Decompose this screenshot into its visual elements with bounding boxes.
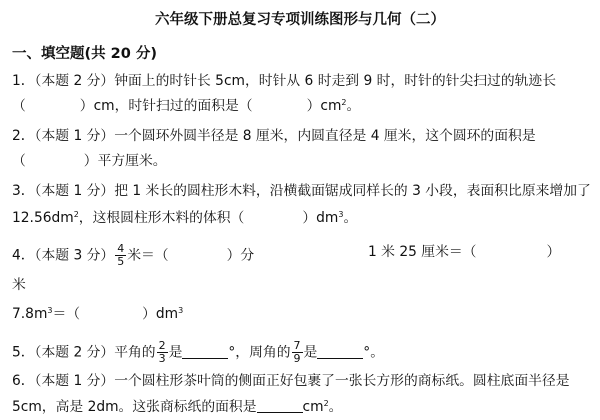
- question-4-text-c: 1 米 25 厘米＝（: [368, 244, 477, 260]
- fraction-7-9: [292, 340, 303, 365]
- worksheet-title: 六年级下册总复习专项训练图形与几何（二）: [155, 12, 445, 28]
- question-2-text-2: ）平方厘米。: [83, 153, 167, 169]
- question-5-text-c: 是: [303, 344, 318, 361]
- question-3-text: 3．（本题 1 分）把 1 米长的圆柱形木料，沿横截面锯成同样长的 3 小段，表面积比原来增加了: [12, 183, 591, 199]
- answer-blank-5a[interactable]: [182, 344, 228, 359]
- question-4-text-b: ）分: [226, 247, 255, 264]
- superscript: 2: [323, 399, 329, 408]
- superscript: 3: [47, 306, 53, 315]
- answer-blank-5b[interactable]: [317, 344, 363, 359]
- superscript: 2: [73, 210, 79, 219]
- question-4-part-2: [368, 243, 560, 261]
- fraction-denominator: 3: [158, 352, 166, 365]
- question-1-line-2: [12, 97, 360, 115]
- fraction-numerator: 7: [293, 339, 301, 352]
- paren-close: ）: [546, 244, 561, 260]
- question-4-text-a: 米＝（: [127, 247, 169, 264]
- superscript: 2: [341, 98, 347, 107]
- fraction-4-5: [115, 243, 126, 268]
- period: 。: [328, 399, 343, 415]
- equals-paren: ＝（: [52, 306, 81, 322]
- unit-cm: cm: [302, 399, 324, 415]
- question-2-text: 2．（本题 1 分）一个圆环外圆半径是 8 厘米，内圆直径是 4 厘米，这个圆环的面积是: [12, 128, 536, 144]
- question-6-line-1: [12, 372, 570, 390]
- fraction-2-3: [157, 340, 168, 365]
- fraction-denominator: 9: [293, 352, 301, 365]
- question-3-line-1: [12, 182, 591, 200]
- question-4-prefix: 4．（本题 3 分）: [12, 247, 115, 264]
- paren-open: （: [12, 153, 26, 169]
- fraction-numerator: 4: [117, 242, 125, 255]
- question-6-line-2: [12, 398, 342, 416]
- question-2-line-2: [12, 152, 167, 170]
- superscript: 3: [338, 210, 344, 219]
- value-12-56: 12.56dm: [12, 210, 74, 226]
- value-7-8: 7.8m: [12, 306, 48, 322]
- period: 。: [346, 98, 361, 114]
- question-1-line-1: [12, 72, 556, 90]
- question-5-line: [12, 340, 384, 365]
- question-5-text-a: 是: [168, 344, 183, 361]
- question-2-line-1: [12, 127, 536, 145]
- fraction-numerator: 2: [158, 339, 166, 352]
- superscript: 3: [178, 306, 184, 315]
- question-6-text-2: 5cm，高是 2dm。这张商标纸的面积是: [12, 399, 257, 415]
- question-3-line-2: [12, 209, 357, 227]
- question-5-prefix: 5．（本题 2 分）平角的: [12, 344, 156, 361]
- answer-blank-6[interactable]: [257, 398, 303, 413]
- question-4-line-3: [12, 305, 183, 323]
- question-4-line-1: [12, 243, 254, 268]
- question-1-text: 1．（本题 2 分）钟面上的时针长 5cm，时针从 6 时走到 9 时，时针的针尖扫过的轨迹长: [12, 73, 557, 89]
- paren-open: （: [12, 98, 26, 114]
- period: 。: [343, 210, 358, 226]
- question-3-text-2: ，这根圆柱形木料的体积（: [78, 210, 245, 226]
- question-4-line-2: [12, 276, 26, 294]
- unit-dm: ）dm: [302, 210, 339, 226]
- unit-meter: 米: [12, 277, 26, 293]
- fraction-denominator: 5: [117, 255, 125, 268]
- unit-cm: ）cm: [306, 98, 342, 114]
- question-5-text-b: °，周角的: [228, 344, 291, 361]
- question-5-text-d: °。: [363, 344, 384, 361]
- section-heading: 一、填空题(共 20 分): [12, 46, 158, 62]
- question-6-text: 6．（本题 1 分）一个圆柱形茶叶筒的侧面正好包裹了一张长方形的商标纸。圆柱底面半径是: [12, 373, 570, 389]
- unit-dm: ）dm: [142, 306, 179, 322]
- question-1-text-2: ）cm，时针扫过的面积是（: [79, 98, 253, 114]
